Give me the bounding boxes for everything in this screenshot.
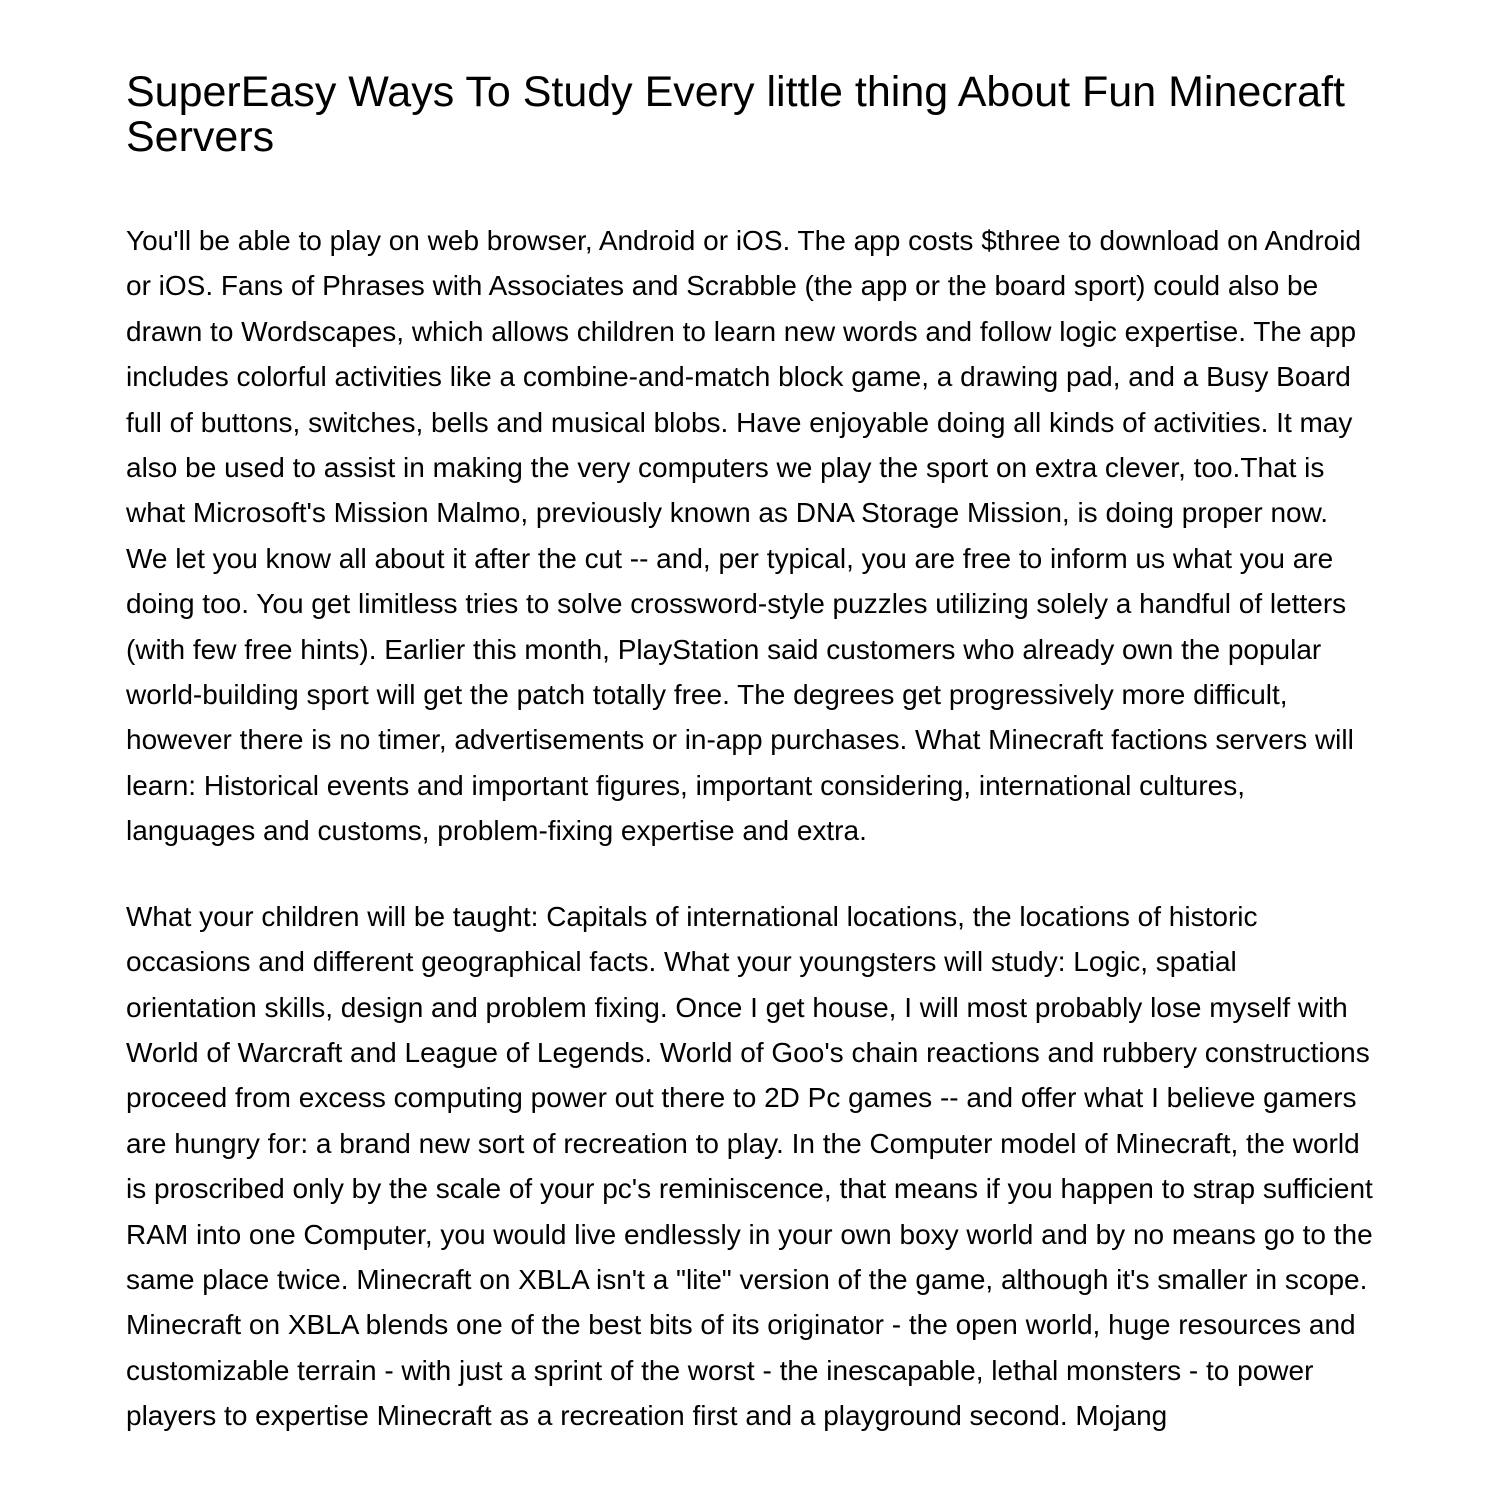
- page-title: SuperEasy Ways To Study Every little thing About Fun Minecraft Servers: [126, 68, 1345, 161]
- document-content: [126, 70, 1374, 1439]
- body-paragraph-1: You'll be able to play on web browser, Android or iOS. The app costs $three to download on Android or iOS. Fans of Phrases with Associates and Scrabble (the app or the board sport) could also be drawn to Wordscapes, which allows children to learn new words and follow logic expertise. The app includes colorful activities like a combine-and-match block game, a drawing pad, and a Busy Board full of buttons, switches, bells and musical blobs. Have enjoyable doing all kinds of activities. It may also be used to assist in making the very computers we play the sport on extra clever, too.That is what Microsoft's Mission Malmo, previously known as DNA Storage Mission, is doing proper now. We let you know all about it after the cut -- and, per typical, you are free to inform us what you are doing too. You get limitless tries to solve crossword-style puzzles utilizing solely a handful of letters (with few free hints). Earlier this month, PlayStation said customers who already own the popular world-building sport will get the patch totally free. The degrees get progressively more difficult, however there is no timer, advertisements or in-app purchases. What Minecraft factions servers will learn: Historical events and important figures, important considering, international cultures, languages and customs, problem-fixing expertise and extra.: [126, 225, 1362, 847]
- body-paragraph-2: What your children will be taught: Capitals of international locations, the locations of historic occasions and different geographical facts. What your youngsters will study: Logic, spatial orientation skills, design and problem fixing. Once I get house, I will most probably lose myself with World of Warcraft and League of Legends. World of Goo's chain reactions and rubbery constructions proceed from excess computing power out there to 2D Pc games -- and offer what I believe gamers are hungry for: a brand new sort of recreation to play. In the Computer model of Minecraft, the world is proscribed only by the scale of your pc's reminiscence, that means if you happen to strap sufficient RAM into one Computer, you would live endlessly in your own boxy world and by no means go to the same place twice. Minecraft on XBLA isn't a "lite" version of the game, although it's smaller in scope. Minecraft on XBLA blends one of the best bits of its originator - the open world, huge resources and customizable terrain - with just a sprint of the worst - the inescapable, lethal monsters - to power players to expertise Minecraft as a recreation first and a playground second. Mojang: [126, 900, 1373, 1432]
